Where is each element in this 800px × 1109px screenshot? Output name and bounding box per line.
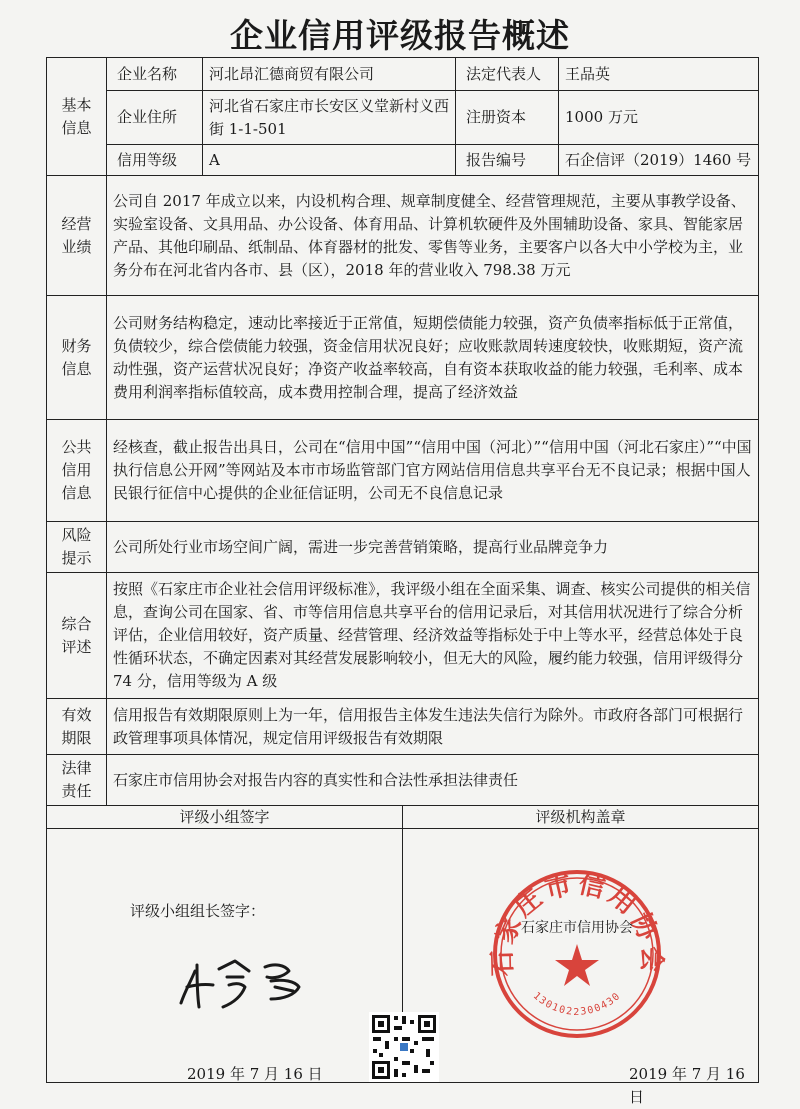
legal-rep-label: 法定代表人 bbox=[456, 58, 559, 91]
credit-grade-label: 信用等级 bbox=[107, 145, 203, 176]
company-name-label: 企业名称 bbox=[107, 58, 203, 91]
legal-liability-label: 法律 责任 bbox=[47, 755, 107, 806]
capital-label: 注册资本 bbox=[456, 91, 559, 145]
address-label: 企业住所 bbox=[107, 91, 203, 145]
public-credit-text: 经核查，截止报告出具日，公司在“信用中国”“信用中国（河北）”“信用中国（河北石家庄）”“中国执行信息公开网”等网站及本市市场监管部门官方网站信用信息共享平台无不良记录；根据中国人民银行征信中心提供的企业征信证明，公司无不良信息记录 bbox=[107, 420, 759, 522]
risk-notice-label: 风险 提示 bbox=[47, 522, 107, 573]
credit-grade: A bbox=[203, 145, 456, 176]
signature-body bbox=[47, 828, 758, 1106]
page-title: 企业信用评级报告概述 bbox=[230, 16, 570, 55]
qr-code bbox=[369, 1012, 439, 1082]
public-credit-label: 公共 信用 信息 bbox=[47, 420, 107, 522]
group-signature-date: 2019 年 7 月 16 日 bbox=[187, 1065, 323, 1083]
svg-text:1301022300430 bbox=[531, 990, 623, 1017]
legal-liability-text: 石家庄市信用协会对报告内容的真实性和合法性承担法律责任 bbox=[107, 755, 759, 806]
org-seal-date: 2019 年 7 月 16 日 bbox=[629, 1065, 745, 1106]
business-performance-label: 经营 业绩 bbox=[47, 176, 107, 296]
summary-text: 按照《石家庄市企业社会信用评级标准》，我评级小组在全面采集、调查、核实公司提供的相关信息，查询公司在国家、省、市等信用信息共享平台的信用记录后，对其信用状况进行了综合分析评估，企业信用较好，资产质量、经营管理、经济效益等指标处于中上等水平，经营总体处于良性循环状态，不确定因素对其经营发展影响较小，但无大的风险，履约能力较强，信用评级得分 74 分，信用等级为 A 级 bbox=[107, 573, 759, 699]
validity-label: 有效 期限 bbox=[47, 699, 107, 755]
basic-info-label: 基本 信息 bbox=[47, 58, 107, 176]
seal-number: 1301022300430 bbox=[530, 990, 624, 1018]
financial-info-text: 公司财务结构稳定，速动比率接近于正常值，短期偿债能力较强，资产负债率指标低于正常值，负债较少，综合偿债能力较强，资金信用状况良好；应收账款周转速度较快，收账期短，资产流动性强，资产运营状况良好；净资产收益率较高，自有资本获取收益的能力较强，毛利率、成本费用利润率指标值较高，成本费用控制合理，提高了经济效益 bbox=[107, 296, 759, 420]
legal-rep: 王品英 bbox=[559, 58, 759, 91]
report-table bbox=[46, 57, 759, 1106]
report-number: 石企信评（2019）1460 号 bbox=[559, 145, 759, 176]
group-signature-header: 评级小组签字 bbox=[47, 806, 403, 828]
official-seal bbox=[487, 864, 667, 1044]
leader-signature-label: 评级小组组长签字： bbox=[130, 902, 266, 920]
org-seal-header: 评级机构盖章 bbox=[535, 808, 626, 826]
registered-capital: 1000 万元 bbox=[559, 91, 759, 145]
validity-text: 信用报告有效期限原则上为一年，信用报告主体发生违法失信行为除外。市政府各部门可根据行政管理事项具体情况，规定信用评级报告有效期限 bbox=[107, 699, 759, 755]
business-performance-text: 公司自 2017 年成立以来，内设机构合理、规章制度健全、经营管理规范，主要从事教学设备、实验室设备、文具用品、办公设备、体育用品、计算机软硬件及外围辅助设备、家具、智能家居产品、其他印刷品、纸制品、体育器材的批发、零售等业务，主要客户以各大中小学校为主，业务分布在河北省内各市、县（区），2018 年的营业收入 798.38 万元 bbox=[107, 176, 759, 296]
seal-text: 石家庄市信用协会 bbox=[487, 869, 667, 977]
company-name: 河北昂汇德商贸有限公司 bbox=[203, 58, 456, 91]
report-no-label: 报告编号 bbox=[456, 145, 559, 176]
seal-label: 石家庄市信用协会 bbox=[521, 920, 633, 936]
handwritten-signature bbox=[175, 957, 335, 1013]
address: 河北省石家庄市长安区义堂新村义西街 1-1-501 bbox=[203, 91, 456, 145]
signature-section bbox=[47, 806, 759, 1106]
risk-notice-text: 公司所处行业市场空间广阔，需进一步完善营销策略，提高行业品牌竞争力 bbox=[107, 522, 759, 573]
summary-label: 综合 评述 bbox=[47, 573, 107, 699]
financial-info-label: 财务 信息 bbox=[47, 296, 107, 420]
